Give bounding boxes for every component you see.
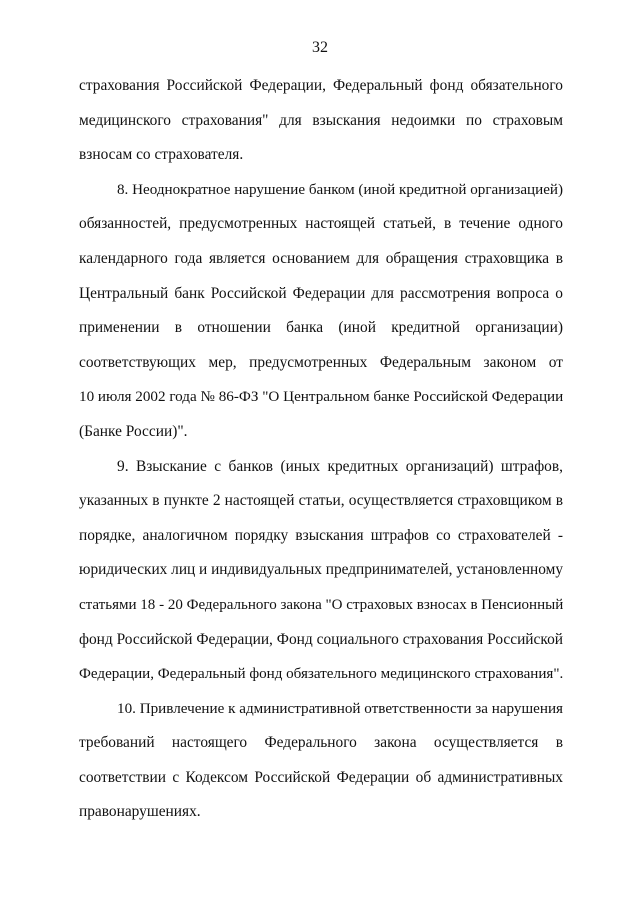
document-body	[79, 69, 563, 830]
text-line: соответствующих мер, предусмотренных Федеральным законом от	[79, 353, 563, 371]
text-line: страхования Российской Федерации, Федеральный фонд обязательного	[79, 77, 563, 94]
text-line: календарного года является основанием для обращения страховщика в	[79, 249, 563, 267]
text-line: порядке, аналогичном порядку взыскания штрафов со страхователей -	[79, 526, 563, 544]
text-line: 10. Привлечение к административной ответственности за нарушения	[117, 700, 563, 717]
text-line: фонд Российской Федерации, Фонд социального страхования Российской	[79, 630, 563, 648]
text-line: 10 июля 2002 года № 86-ФЗ "О Центральном банке Российской Федерации	[79, 388, 564, 406]
text-line: указанных в пункте 2 настоящей статьи, осуществляется страховщиком в	[79, 492, 563, 510]
text-line: юридических лиц и индивидуальных предпринимателей, установленному	[79, 561, 563, 579]
text-line: 9. Взыскание с банков (иных кредитных организаций) штрафов,	[117, 457, 563, 475]
text-line: требований настоящего Федерального закона осуществляется в	[79, 734, 563, 752]
text-line: применении в отношении банка (иной кредитной организации)	[79, 319, 563, 337]
text-line: соответствии с Кодексом Российской Федерации об административных	[79, 768, 563, 786]
text-line: обязанностей, предусмотренных настоящей статьей, в течение одного	[79, 215, 563, 233]
text-line: медицинского страхования" для взыскания недоимки по страховым	[79, 111, 563, 129]
text-line: статьями 18 - 20 Федерального закона "О страховых взносах в Пенсионный	[79, 596, 564, 613]
text-line: правонарушениях.	[79, 803, 201, 821]
text-line: (Банке России)".	[79, 422, 188, 440]
text-line: Федерации, Федеральный фонд обязательного медицинского страхования".	[79, 666, 564, 683]
text-line: взносам со страхователя.	[79, 146, 244, 164]
page-number: 32	[312, 39, 328, 56]
text-line: Центральный банк Российской Федерации для рассмотрения вопроса о	[79, 284, 563, 302]
text-line: 8. Неоднократное нарушение банком (иной кредитной организацией)	[117, 181, 563, 198]
